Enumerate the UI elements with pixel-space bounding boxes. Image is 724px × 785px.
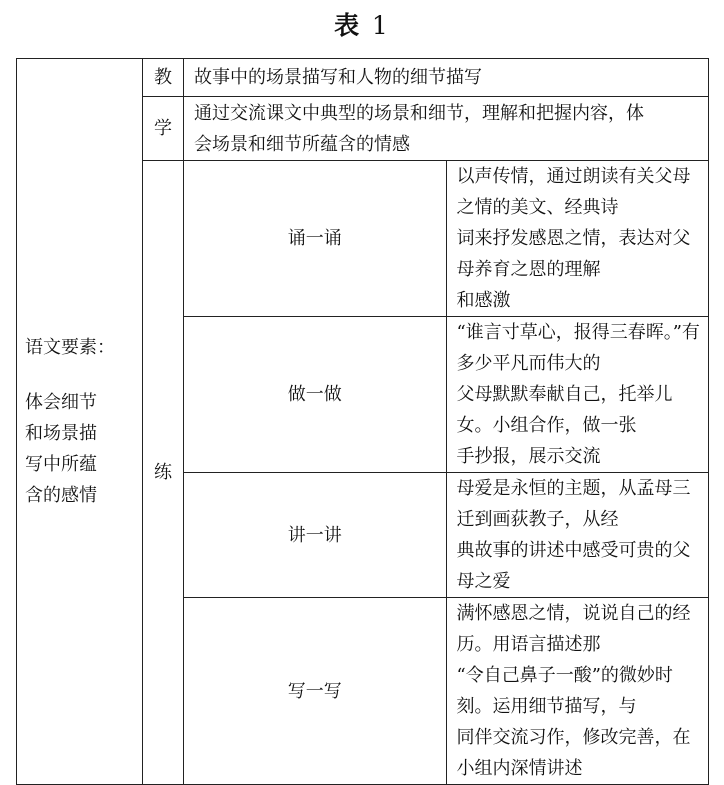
- language-element-line: 和场景描: [25, 423, 97, 444]
- language-element-heading: 语文要素：: [25, 337, 115, 358]
- learn-line: 会场景和细节所蕴含的情感: [194, 133, 410, 155]
- language-element-line: 含的感情: [25, 485, 97, 506]
- activity-content: [446, 161, 709, 317]
- activity-line: 父母默默奉献自己，托举儿女。小组合作，做一张: [456, 384, 673, 436]
- language-element-line: 体会细节: [25, 392, 97, 413]
- activity-name: 诵一诵: [184, 161, 447, 317]
- activity-line: 和感激: [456, 290, 511, 311]
- language-element-cell: [17, 59, 143, 785]
- activity-line: 母爱是永恒的主题，从孟母三迁到画荻教子，从经: [456, 478, 691, 530]
- table-title-number: 1: [371, 11, 390, 40]
- activity-line: 同伴交流习作，修改完善，在小组内深情讲述: [456, 727, 691, 779]
- table-title-label: 表: [334, 11, 362, 40]
- activity-content: [446, 473, 709, 598]
- teach-label: 教: [143, 59, 184, 97]
- activity-content: [446, 317, 709, 473]
- table-row: [17, 59, 709, 97]
- learn-content: [184, 97, 709, 161]
- learn-line: 通过交流课文中典型的场景和细节，理解和把握内容，体: [194, 102, 644, 124]
- teach-content: 故事中的场景描写和人物的细节描写: [184, 59, 709, 97]
- teaching-design-table: [16, 58, 709, 785]
- activity-line: 典故事的讲述中感受可贵的父母之爱: [456, 540, 691, 592]
- activity-line: 词来抒发感恩之情，表达对父母养育之恩的理解: [456, 228, 691, 280]
- activity-line: “令自己鼻子一酸”的微妙时刻。运用细节描写，与: [456, 665, 673, 717]
- activity-line: “谁言寸草心，报得三春晖。”有多少平凡而伟大的: [456, 322, 700, 374]
- activity-name: 做一做: [184, 317, 447, 473]
- language-element-line: 写中所蕴: [25, 454, 97, 475]
- activity-line: 手抄报，展示交流: [456, 446, 601, 467]
- table-title: [0, 6, 724, 42]
- practice-label: 练: [143, 161, 184, 785]
- learn-label: 学: [143, 97, 184, 161]
- activity-name: 写一写: [184, 598, 447, 785]
- activity-line: 以声传情，通过朗读有关父母之情的美文、经典诗: [456, 166, 691, 218]
- activity-content: [446, 598, 709, 785]
- activity-name: 讲一讲: [184, 473, 447, 598]
- activity-line: 满怀感恩之情，说说自己的经历。用语言描述那: [456, 603, 691, 655]
